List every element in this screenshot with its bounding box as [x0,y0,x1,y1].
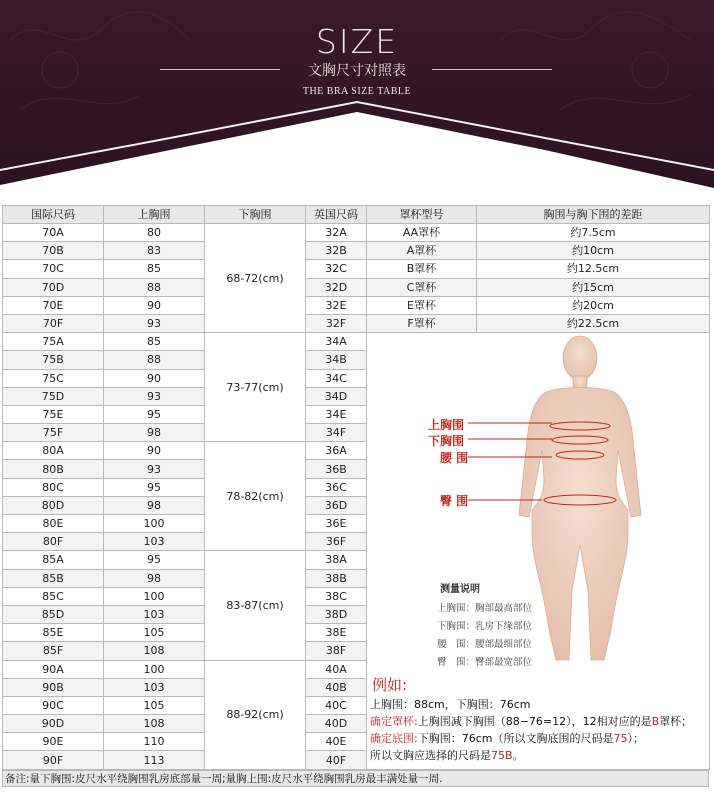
example-line-2-highlight: B [651,715,660,728]
cell-uk-size: 32A [306,224,367,242]
col-header-intl-size: 国际尺码 [3,206,104,224]
cell-underbust: 73-77(cm) [205,333,306,442]
cell-bust: 95 [104,478,205,496]
cell-difference: 约12.5cm [477,260,710,278]
cell-uk-size: 40D [306,715,367,733]
col-header-underbust: 下胸围 [205,206,306,224]
example-line-2-suffix: 罩杯； [659,715,693,728]
cell-intl-size: 80F [3,533,104,551]
cell-bust: 100 [104,587,205,605]
cell-intl-size: 90B [3,678,104,696]
cell-intl-size: 85E [3,624,104,642]
cell-bust: 98 [104,496,205,514]
cell-uk-size: 40A [306,660,367,678]
cell-cup: A罩杯 [367,242,477,260]
cell-intl-size: 75D [3,387,104,405]
cell-uk-size: 32B [306,242,367,260]
cell-intl-size: 85B [3,569,104,587]
cell-bust: 113 [104,751,205,769]
cell-intl-size: 80A [3,442,104,460]
cell-bust: 90 [104,442,205,460]
cell-uk-size: 40E [306,733,367,751]
cell-intl-size: 80D [3,496,104,514]
col-header-difference: 胸围与胸下围的差距 [477,206,710,224]
cell-bust: 105 [104,696,205,714]
example-line-4-suffix: 。 [512,749,524,762]
cell-bust: 103 [104,533,205,551]
label-bust: 上胸围 [428,418,465,432]
footer-note: 备注:量下胸围:皮尺水平绕胸围乳房底部量一周;量胸上围:皮尺水平绕胸围乳房最丰满处量一周. [2,770,709,787]
cell-uk-size: 38F [306,642,367,660]
cell-bust: 98 [104,424,205,442]
cell-intl-size: 70C [3,260,104,278]
cell-difference: 约15cm [477,278,710,296]
cell-bust: 88 [104,278,205,296]
cell-bust: 105 [104,624,205,642]
instruction-bust: 上胸围：胸部最高部位 [437,603,533,614]
cell-intl-size: 85C [3,587,104,605]
example-line-3-highlight: 75 [613,732,628,745]
cell-uk-size: 32F [306,314,367,332]
body-silhouette [366,330,708,670]
cell-cup: B罩杯 [367,260,477,278]
cell-difference: 约7.5cm [477,224,710,242]
cell-uk-size: 38C [306,587,367,605]
cell-uk-size: 32E [306,296,367,314]
cell-uk-size: 34A [306,333,367,351]
cell-intl-size: 90D [3,715,104,733]
cell-bust: 85 [104,260,205,278]
page-subtitle-en: THE BRA SIZE TABLE [302,86,412,97]
table-header-row [3,206,710,224]
cell-intl-size: 85F [3,642,104,660]
cell-intl-size: 75F [3,424,104,442]
table-row [3,296,710,314]
cell-intl-size: 90F [3,751,104,769]
cell-uk-size: 34E [306,405,367,423]
cell-intl-size: 90E [3,733,104,751]
instruction-hip: 臀 围：臀部最宽部位 [437,657,533,668]
cell-difference: 约20cm [477,296,710,314]
cell-intl-size: 75A [3,333,104,351]
cell-bust: 93 [104,314,205,332]
cell-cup: E罩杯 [367,296,477,314]
cell-bust: 108 [104,642,205,660]
instruction-underbust: 下胸围：乳房下缘部位 [437,621,533,632]
table-row [3,224,710,242]
example-line-3-suffix: ）； [627,732,644,745]
cell-intl-size: 80B [3,460,104,478]
cell-cup: C罩杯 [367,278,477,296]
cell-bust: 93 [104,460,205,478]
table-row [3,242,710,260]
cell-intl-size: 85D [3,605,104,623]
cell-cup: AA罩杯 [367,224,477,242]
measure-instructions-title: 测量说明 [440,584,480,595]
cell-bust: 90 [104,369,205,387]
example-line-2-label: 确定罩杯: [370,715,418,728]
instruction-waist: 腰 围：腰部最细部位 [437,639,533,650]
cell-bust: 100 [104,660,205,678]
cell-underbust: 83-87(cm) [205,551,306,660]
cell-uk-size: 36E [306,515,367,533]
cell-difference: 约22.5cm [477,314,710,332]
cell-bust: 80 [104,224,205,242]
cell-uk-size: 34D [306,387,367,405]
cell-uk-size: 34B [306,351,367,369]
cell-intl-size: 70E [3,296,104,314]
cell-intl-size: 75B [3,351,104,369]
cell-underbust: 88-92(cm) [205,660,306,769]
cell-intl-size: 70B [3,242,104,260]
example-line-4 [370,747,524,763]
cell-difference: 约10cm [477,242,710,260]
example-line-3-label: 确定底围: [370,732,418,745]
example-line-1: 上胸围：88cm，下胸围：76cm [370,698,531,711]
cell-uk-size: 36F [306,533,367,551]
cell-intl-size: 75E [3,405,104,423]
cell-uk-size: 38D [306,605,367,623]
cell-bust: 103 [104,605,205,623]
cell-intl-size: 70F [3,314,104,332]
cell-uk-size: 32C [306,260,367,278]
cell-uk-size: 40F [306,751,367,769]
cell-uk-size: 40B [306,678,367,696]
cell-cup: F罩杯 [367,314,477,332]
cell-bust: 88 [104,351,205,369]
label-waist: 腰 围 [440,451,469,465]
cell-bust: 108 [104,715,205,733]
cell-underbust: 78-82(cm) [205,442,306,551]
cell-uk-size: 40C [306,696,367,714]
col-header-cup: 罩杯型号 [367,206,477,224]
example-line-2-text: 上胸围减下胸围（88−76=12），12相对应的是 [417,715,652,728]
header-banner [0,0,714,195]
cell-uk-size: 38A [306,551,367,569]
cell-uk-size: 36C [306,478,367,496]
cell-bust: 100 [104,515,205,533]
cell-bust: 110 [104,733,205,751]
cell-bust: 90 [104,296,205,314]
cell-uk-size: 36D [306,496,367,514]
example-line-2 [370,713,692,729]
cell-bust: 98 [104,569,205,587]
example-line-3-text: 下胸围：76cm（所以文胸底围的尺码是 [417,732,614,745]
cell-uk-size: 36B [306,460,367,478]
table-row [3,260,710,278]
cell-bust: 85 [104,333,205,351]
cell-uk-size: 34F [306,424,367,442]
table-row [3,278,710,296]
cell-underbust: 68-72(cm) [205,224,306,333]
example-line-4-text: 所以文胸应选择的尺码是 [370,749,491,762]
cell-bust: 95 [104,551,205,569]
cell-intl-size: 80E [3,515,104,533]
cell-intl-size: 85A [3,551,104,569]
cell-intl-size: 75C [3,369,104,387]
cell-intl-size: 90A [3,660,104,678]
cell-bust: 103 [104,678,205,696]
label-hip: 臀 围 [440,494,469,508]
cell-bust: 95 [104,405,205,423]
col-header-bust: 上胸围 [104,206,205,224]
cell-uk-size: 32D [306,278,367,296]
cell-intl-size: 90C [3,696,104,714]
col-header-uk-size: 英国尺码 [306,206,367,224]
label-underbust: 下胸围 [428,434,465,448]
cell-bust: 83 [104,242,205,260]
cell-uk-size: 34C [306,369,367,387]
cell-uk-size: 38E [306,624,367,642]
example-line-3 [370,730,644,746]
page-title: SIZE [315,22,399,61]
cell-intl-size: 70D [3,278,104,296]
cell-uk-size: 38B [306,569,367,587]
example-line-4-highlight: 75B [491,749,513,762]
cell-bust: 93 [104,387,205,405]
cell-intl-size: 70A [3,224,104,242]
example-title: 例如: [372,676,408,694]
cell-uk-size: 36A [306,442,367,460]
cell-intl-size: 80C [3,478,104,496]
page-subtitle-cn: 文胸尺寸对照表 [308,63,406,79]
